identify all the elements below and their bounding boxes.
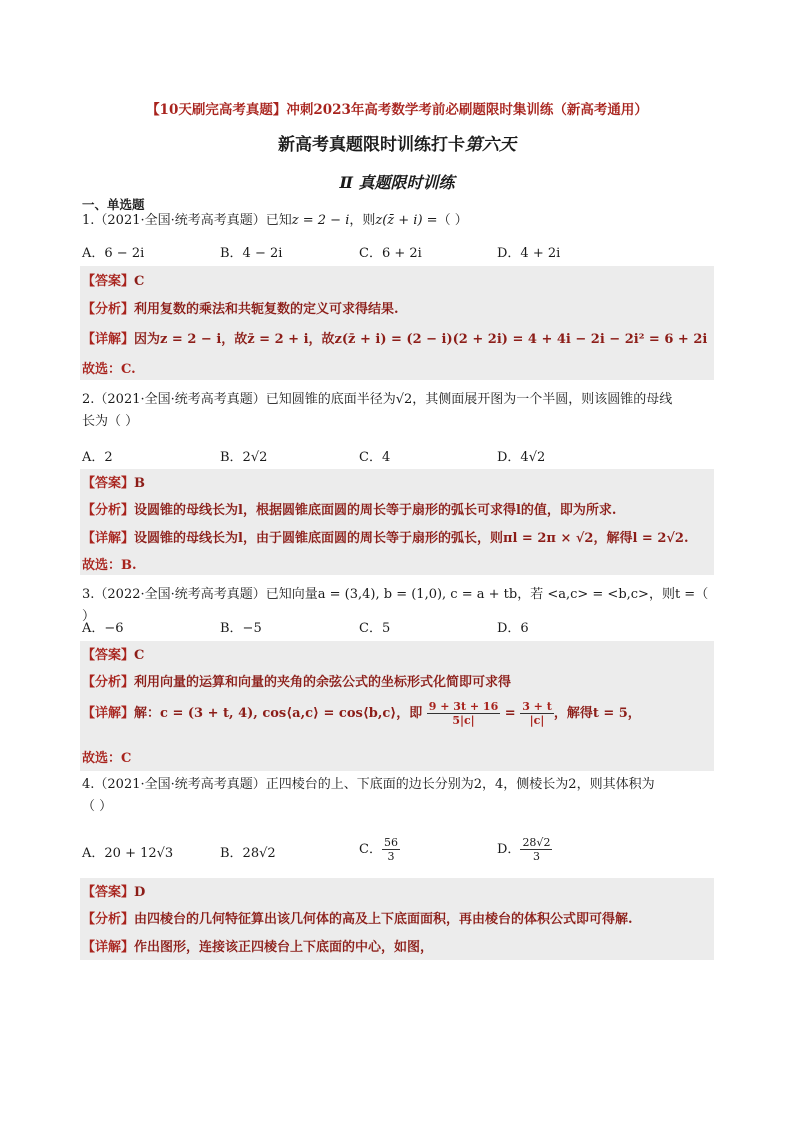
question-3-solution	[80, 641, 714, 771]
detail-line: 【详解】因为z = 2 − i，故z̄ = 2 + i，故z(z̄ + i) = (2 − i)(2 + 2i) = 4 + 4i − 2i − 2i² = 6 + 2i	[82, 332, 708, 347]
document-header: 【10天刷完高考真题】冲刺2023年高考数学考前必刷题限时集训练（新高考通用）	[146, 102, 648, 118]
question-4-stem: 4.（2021·全国·统考高考真题）正四棱台的上、下底面的边长分别为2，4，侧棱长为2，则其体积为 （ ）	[82, 777, 655, 814]
option-b: B．−5	[220, 621, 262, 636]
answer-line: 【答案】D	[82, 885, 146, 900]
detail-line: 【详解】解：c = (3 + t, 4), cos⟨a,c⟩ = cos⟨b,c⟩，即 $\frac{9 + 3t + 16}{5|c|}$ = $\frac{3 + t}{|c|}$ ，解得t = 5，	[82, 700, 641, 727]
analysis-line: 【分析】设圆锥的母线长为l，根据圆锥底面圆的周长等于扇形的弧长可求得l的值，即为所求.	[82, 503, 617, 518]
question-4-solution	[80, 878, 714, 960]
option-a: A．2	[82, 450, 113, 465]
fraction: $\frac{9 + 3t + 16}{5|c|}$	[428, 700, 499, 727]
title-main: 新高考真题限时训练打卡	[278, 135, 465, 155]
page-subtitle: Ⅱ 真题限时训练	[339, 173, 455, 192]
option-b: B．28√2	[220, 846, 276, 861]
question-2-solution	[80, 469, 714, 575]
option-d: D．4√2	[497, 450, 546, 465]
choose-line: 故选：C	[82, 751, 132, 766]
option-c: C．6 + 2i	[359, 246, 422, 261]
choose-line: 故选：B.	[82, 558, 137, 573]
question-2-options	[82, 446, 714, 470]
section-heading: 一、单选题	[82, 197, 145, 212]
question-3-stem: 3.（2022·全国·统考高考真题）已知向量a = (3,4), b = (1,0), c = a + tb，若 <a,c> = <b,c>，则t =（ ）	[82, 587, 709, 624]
title-emphasis: 第六天	[465, 135, 516, 155]
question-4-options	[82, 836, 714, 870]
answer-line: 【答案】C	[82, 648, 145, 663]
option-d: D．4 + 2i	[497, 246, 561, 261]
question-2-stem: 2.（2021·全国·统考高考真题）已知圆锥的底面半径为√2，其侧面展开图为一个半圆，则该圆锥的母线 长为（ ）	[82, 392, 673, 429]
analysis-line: 【分析】由四棱台的几何特征算出该几何体的高及上下底面面积，再由棱台的体积公式即可得解.	[82, 912, 633, 927]
option-c: C．5	[359, 621, 391, 636]
question-3-options	[82, 617, 714, 641]
analysis-line: 【分析】利用复数的乘法和共轭复数的定义可求得结果.	[82, 302, 399, 317]
option-d: D．6	[497, 621, 529, 636]
option-a: A．−6	[82, 621, 124, 636]
option-a: A．20 + 12√3	[82, 846, 174, 861]
fraction: $\frac{3 + t}{|c|}$	[522, 700, 552, 727]
analysis-line: 【分析】利用向量的运算和向量的夹角的余弦公式的坐标形式化简即可求得	[82, 675, 512, 690]
choose-line: 故选：C.	[82, 362, 136, 377]
detail-line: 【详解】作出图形，连接该正四棱台上下底面的中心，如图，	[82, 940, 434, 955]
question-1-stem: 1.（2021·全国·统考高考真题）已知z = 2 − i，则z(z̄ + i) =（ ）	[82, 213, 468, 228]
detail-line: 【详解】设圆锥的母线长为l，由于圆锥底面圆的周长等于扇形的弧长，则πl = 2π × √2，解得l = 2√2.	[82, 531, 689, 546]
question-1-options	[82, 242, 714, 266]
page-title	[0, 130, 794, 155]
answer-line: 【答案】C	[82, 274, 145, 289]
answer-line: 【答案】B	[82, 476, 146, 491]
option-c: C．4	[359, 450, 391, 465]
question-1-solution	[80, 266, 714, 380]
option-b: B．4 − 2i	[220, 246, 283, 261]
option-b: B．2√2	[220, 450, 268, 465]
option-c: C． $\frac{56}{3}$	[359, 836, 398, 863]
option-a: A．6 − 2i	[82, 246, 145, 261]
option-d: D． $\frac{28√2}{3}$	[497, 836, 551, 863]
